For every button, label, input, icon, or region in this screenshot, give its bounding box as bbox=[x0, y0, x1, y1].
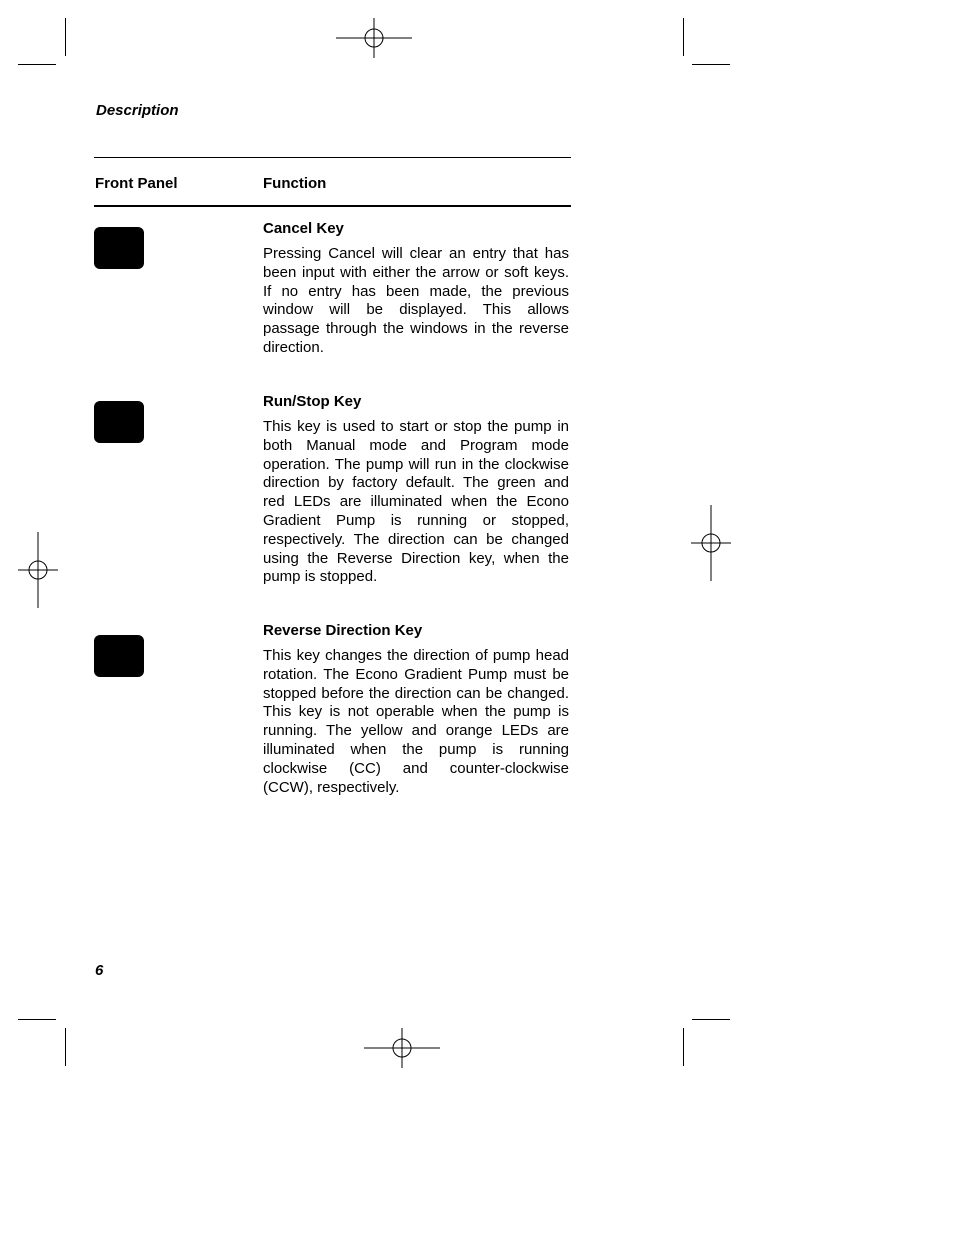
crop-mark bbox=[65, 1028, 66, 1066]
registration-mark-icon bbox=[336, 18, 412, 58]
run-stop-key-button[interactable] bbox=[94, 401, 144, 443]
cancel-key-button[interactable] bbox=[94, 227, 144, 269]
entry-description: This key changes the direction of pump head rotation. The Econo Gradient Pump must be stopped before the direction can be changed. This key is not operable when the pump is running. The yellow and orange LEDs are illuminated when the pump is running clockwise (CC) and counter-clockwise (CCW), respectively. bbox=[263, 647, 569, 796]
table-header-rule bbox=[94, 205, 571, 207]
crop-mark bbox=[65, 18, 66, 56]
registration-mark-icon bbox=[364, 1028, 440, 1068]
registration-mark-icon bbox=[691, 505, 731, 581]
crop-mark bbox=[683, 18, 684, 56]
crop-mark bbox=[18, 1019, 56, 1020]
table-top-rule bbox=[94, 157, 571, 158]
column-header-front-panel: Front Panel bbox=[95, 175, 178, 192]
entry-title: Run/Stop Key bbox=[263, 393, 362, 410]
crop-mark bbox=[683, 1028, 684, 1066]
crop-mark bbox=[18, 64, 56, 65]
reverse-direction-key-button[interactable] bbox=[94, 635, 144, 677]
entry-title: Reverse Direction Key bbox=[263, 622, 423, 639]
column-header-function: Function bbox=[263, 175, 327, 192]
entry-description: Pressing Cancel will clear an entry that has been input with either the arrow or soft keys. If no entry has been made, the previous window will be displayed. This allows passage through the windows in the reverse direction. bbox=[263, 245, 569, 356]
entry-description: This key is used to start or stop the pump in both Manual mode and Program mode operation. The pump will run in the clockwise direction by factory default. The green and red LEDs are illuminated when the Econo Gradient Pump is running or stopped, respectively. The direction can be changed using the Reverse Direction key, when the pump is stopped. bbox=[263, 418, 569, 586]
registration-mark-icon bbox=[18, 532, 58, 608]
crop-mark bbox=[692, 64, 730, 65]
section-title: Description bbox=[96, 102, 179, 119]
entry-title: Cancel Key bbox=[263, 220, 344, 237]
page-number: 6 bbox=[95, 962, 104, 979]
crop-mark bbox=[692, 1019, 730, 1020]
